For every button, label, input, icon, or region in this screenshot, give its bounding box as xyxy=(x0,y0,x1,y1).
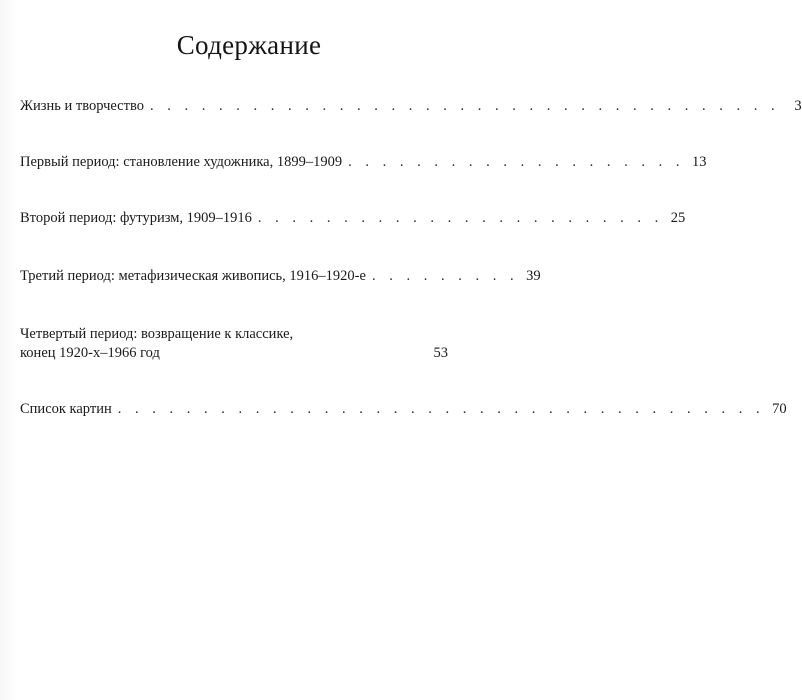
toc-entry-first-period xyxy=(20,153,707,172)
toc-entry-second-period xyxy=(20,209,686,228)
toc-page-number: 13 xyxy=(691,154,707,170)
toc-entry-title: Список картин xyxy=(20,401,112,417)
dot-leader: . . . . . . . . . . . . . . . . . . . . xyxy=(348,154,685,170)
toc-entry-life xyxy=(20,97,802,116)
toc-entry-title: Второй период: футуризм, 1909–1916 xyxy=(20,210,252,226)
dot-leader: . . . . . . . . . . . . . . . . . . . . . . . . . . . . . . . . . . . . . xyxy=(149,98,780,114)
dot-leader: . . . . . . . . . xyxy=(371,268,519,284)
toc-page-number: 70 xyxy=(772,401,787,417)
toc-page-number: 3 xyxy=(794,98,802,114)
toc-entry-fourth-period xyxy=(20,325,448,363)
page-title: Содержание xyxy=(176,30,322,60)
toc-entry-title-line1: Четвертый период: возвращение к классике, xyxy=(20,326,294,342)
toc-page-number: 25 xyxy=(670,210,686,226)
dot-leader: . . . . . . . . . . . . . . . . . . . . . . . . . . . . . . . . . . . . . . xyxy=(117,401,765,417)
toc-entry-title: Третий период: метафизическая живопись, 1916–1920-е xyxy=(20,268,366,284)
toc-entry-title: Жизнь и творчество xyxy=(20,98,144,114)
toc-entry-title: Первый период: становление художника, 1899–1909 xyxy=(20,154,343,170)
dot-leader: . . . . . . . . . . . . . . . . . . . . . . . . xyxy=(257,210,664,226)
toc-entry-title-line2: конец 1920-х–1966 год xyxy=(20,345,160,361)
toc-entry-list-of-paintings xyxy=(20,400,787,419)
toc-entry-third-period xyxy=(20,267,541,286)
toc-page-number: 53 xyxy=(433,345,448,361)
toc-page-number: 39 xyxy=(526,268,541,284)
